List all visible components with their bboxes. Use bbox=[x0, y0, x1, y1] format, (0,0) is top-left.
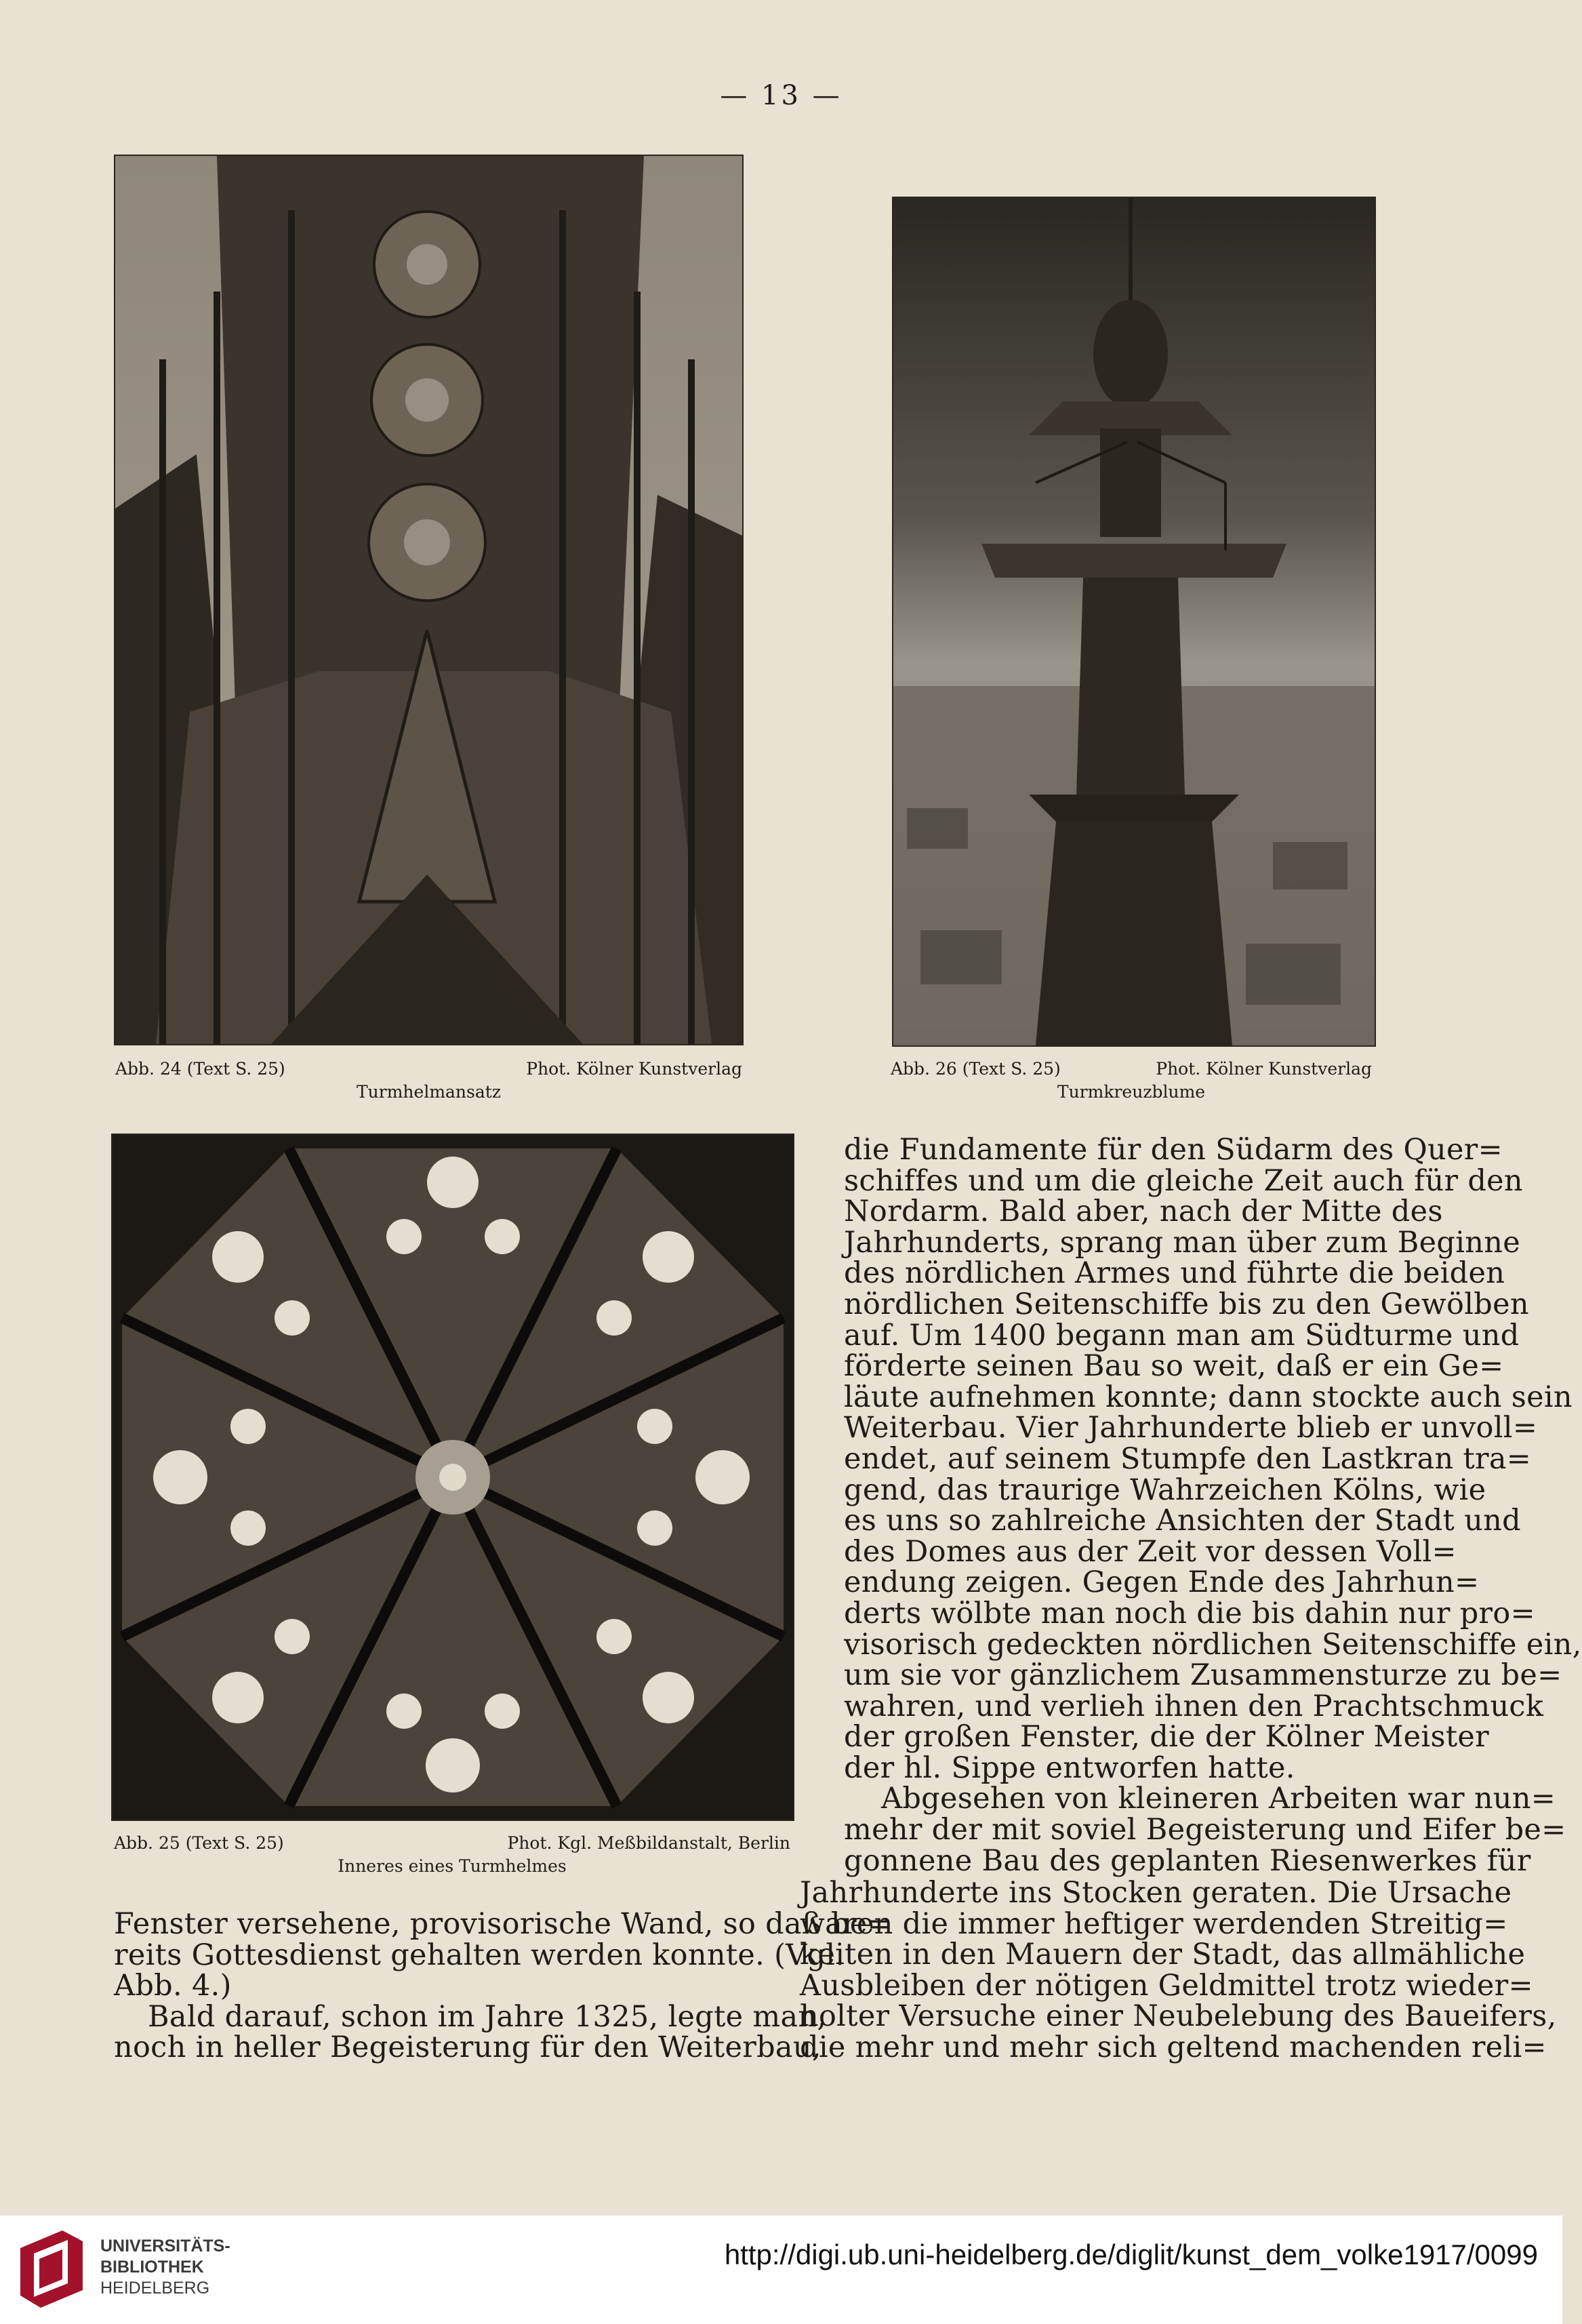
photo-inneres-turmhelm bbox=[111, 1134, 794, 1821]
body-text-right-lower bbox=[800, 1876, 1557, 2064]
text-line: der hl. Sippe entworfen hatte. bbox=[844, 1750, 1295, 1785]
library-name bbox=[100, 2236, 230, 2299]
text-line: Abgesehen von kleineren Arbeiten war nun= bbox=[881, 1782, 1556, 1816]
text-line: Jahrhunderts, sprang man über zum Beginne bbox=[844, 1225, 1521, 1260]
text-line: schiffes und um die gleiche Zeit auch für den bbox=[844, 1163, 1523, 1198]
caption-abb26 bbox=[891, 1058, 1372, 1104]
caption-credit: Phot. Kölner Kunstverlag bbox=[526, 1059, 742, 1079]
text-line: gend, das traurige Wahrzeichen Kölns, wie bbox=[844, 1472, 1486, 1507]
text-line: holter Versuche einer Neubelebung des Baueifers, bbox=[800, 1999, 1557, 2034]
footer-bar bbox=[0, 2216, 1562, 2324]
caption-label: Abb. 26 (Text S. 25) bbox=[891, 1059, 1061, 1079]
body-text-right-upper bbox=[844, 1133, 1582, 1878]
text-line: noch in heller Begeisterung für den Weiterbau, bbox=[114, 2030, 822, 2065]
text-line: endet, auf seinem Stumpfe den Lastkran tra= bbox=[844, 1441, 1532, 1476]
text-line: mehr der mit soviel Begeisterung und Eifer be= bbox=[844, 1813, 1566, 1847]
text-line: nördlichen Seitenschiffe bis zu den Gewölben bbox=[844, 1287, 1529, 1321]
source-url-link[interactable]: http://digi.ub.uni-heidelberg.de/diglit/kunst_dem_volke1917/0099 bbox=[724, 2239, 1538, 2270]
text-line: läute aufnehmen konnte; dann stockte auch sein bbox=[844, 1380, 1573, 1414]
caption-title: Turmhelmansatz bbox=[357, 1082, 501, 1102]
caption-credit: Phot. Kgl. Meßbildanstalt, Berlin bbox=[507, 1833, 790, 1853]
caption-label: Abb. 24 (Text S. 25) bbox=[115, 1059, 285, 1079]
text-line: des Domes aus der Zeit vor dessen Voll= bbox=[844, 1534, 1457, 1569]
text-line: Fenster versehene, provisorische Wand, so daß be= bbox=[114, 1907, 892, 1941]
caption-credit: Phot. Kölner Kunstverlag bbox=[1156, 1059, 1372, 1079]
text-line: des nördlichen Armes und führte die beiden bbox=[844, 1256, 1505, 1291]
text-line: die mehr und mehr sich geltend machenden reli= bbox=[800, 2030, 1547, 2064]
caption-title: Turmkreuzblume bbox=[1057, 1082, 1206, 1102]
text-line: die Fundamente für den Südarm des Quer= bbox=[844, 1133, 1503, 1167]
caption-title: Inneres eines Turmhelmes bbox=[338, 1856, 567, 1876]
photo-turmkreuzblume bbox=[892, 197, 1376, 1047]
text-line: waren die immer heftiger werdenden Streitig= bbox=[800, 1906, 1508, 1941]
text-line: der großen Fenster, die der Kölner Meister bbox=[844, 1720, 1490, 1755]
text-line: visorisch gedeckten nördlichen Seitenschiffe ein, bbox=[844, 1627, 1582, 1662]
text-line: um sie vor gänzlichem Zusammensturze zu be= bbox=[844, 1658, 1562, 1693]
text-line: auf. Um 1400 begann man am Südturme und bbox=[844, 1318, 1520, 1353]
photo-turmhelmansatz bbox=[114, 155, 744, 1045]
library-name-line: HEIDELBERG bbox=[100, 2279, 210, 2298]
page-number: — 13 — bbox=[720, 80, 843, 111]
caption-abb25 bbox=[114, 1832, 790, 1878]
text-line: keiten in den Mauern der Stadt, das allmähliche bbox=[800, 1938, 1526, 1972]
library-name-line: BIBLIOTHEK bbox=[100, 2258, 204, 2277]
text-line: Jahrhunderte ins Stocken geraten. Die Ursache bbox=[800, 1876, 1512, 1910]
text-line: förderte seinen Bau so weit, daß er ein Ge= bbox=[844, 1349, 1504, 1384]
text-line: Ausbleiben der nötigen Geldmittel trotz wieder= bbox=[800, 1968, 1533, 2003]
text-line: Nordarm. Bald aber, nach der Mitte des bbox=[844, 1195, 1443, 1229]
text-line: gonnene Bau des geplanten Riesenwerkes für bbox=[844, 1843, 1531, 1878]
text-line: Weiterbau. Vier Jahrhunderte blieb er unvoll= bbox=[844, 1411, 1538, 1445]
library-name-line: UNIVERSITÄTS- bbox=[100, 2237, 230, 2256]
text-line: Bald darauf, schon im Jahre 1325, legte man, bbox=[148, 1999, 827, 2034]
university-logo-icon bbox=[15, 2228, 88, 2308]
text-line: wahren, und verlieh ihnen den Prachtschmuck bbox=[844, 1689, 1544, 1723]
text-line: Abb. 4.) bbox=[114, 1969, 232, 2003]
body-text-left bbox=[114, 1907, 892, 2065]
caption-abb24 bbox=[115, 1058, 742, 1104]
text-line: reits Gottesdienst gehalten werden konnte. (Vgl. bbox=[114, 1938, 845, 1972]
text-line: derts wölbte man noch die bis dahin nur pro= bbox=[844, 1596, 1535, 1630]
text-line: es uns so zahlreiche Ansichten der Stadt und bbox=[844, 1504, 1521, 1538]
text-line: endung zeigen. Gegen Ende des Jahrhun= bbox=[844, 1565, 1480, 1600]
caption-label: Abb. 25 (Text S. 25) bbox=[114, 1833, 284, 1853]
